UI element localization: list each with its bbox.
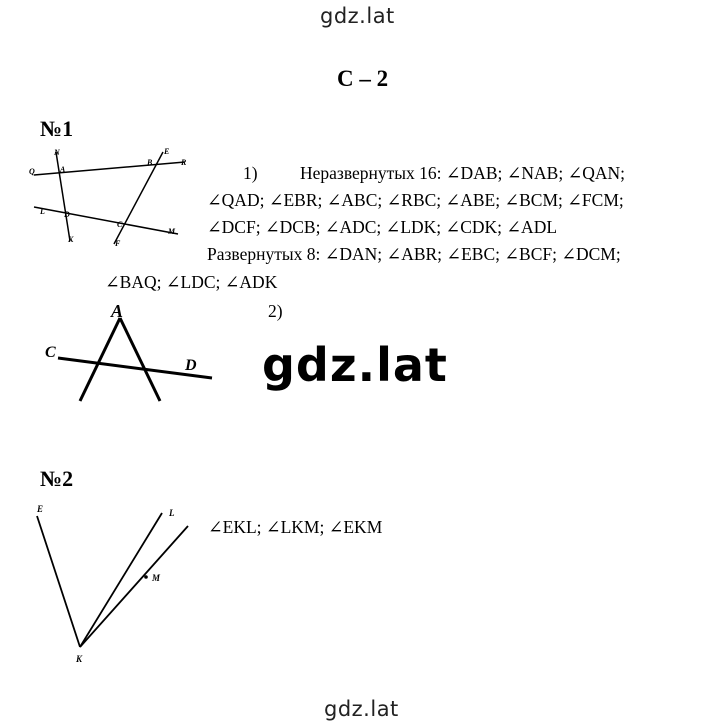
figure1-label-L: L: [40, 207, 45, 216]
figure1-label-E: E: [164, 147, 170, 156]
figure1-label-R: R: [181, 158, 187, 167]
task1-part2-number: 2): [268, 301, 283, 321]
figure1-label-F: F: [115, 239, 121, 248]
figure3-label-E: E: [37, 504, 44, 514]
task1-line3: ∠DCF; ∠DCB; ∠ADC; ∠LDK; ∠CDK; ∠ADL: [207, 217, 558, 237]
figure1-label-B: B: [147, 158, 153, 167]
task2-answer: ∠EKL; ∠LKM; ∠EKM: [208, 517, 383, 537]
figure3-label-K: K: [76, 654, 83, 664]
watermark-bottom: gdz.lat: [324, 697, 399, 721]
task1-heading: №1: [40, 116, 74, 141]
task1-line2: ∠QAD; ∠EBR; ∠ABC; ∠RBC; ∠ABE; ∠BCM; ∠FCM;: [207, 190, 624, 210]
figure2-label-C: C: [45, 344, 56, 361]
figure1-label-C: C: [117, 220, 123, 229]
figure1-label-D: D: [64, 210, 70, 219]
figure-task1-part2: [40, 298, 220, 408]
task1-line4: Развернутых 8: ∠DAN; ∠ABR; ∠EBC; ∠BCF; ∠DCM;: [207, 244, 621, 264]
figure2-label-A: A: [111, 301, 124, 321]
task1-line5: ∠BAQ; ∠LDC; ∠ADK: [105, 272, 278, 292]
task1-part1-number: 1): [243, 163, 258, 183]
watermark-top: gdz.lat: [320, 4, 395, 28]
figure3-label-M: M: [152, 573, 161, 583]
figure-task1-lines: [28, 140, 188, 252]
page-title: С – 2: [337, 66, 389, 91]
figure1-label-A: A: [60, 165, 66, 174]
task2-heading: №2: [40, 466, 74, 491]
figure1-label-Q: Q: [29, 167, 35, 176]
task1-line1: Неразвернутых 16: ∠DAB; ∠NAB; ∠QAN;: [300, 163, 626, 183]
figure1-label-M: M: [168, 227, 176, 236]
watermark-center: gdz.lat: [262, 338, 448, 392]
figure-task2-rays: [28, 500, 203, 670]
figure3-label-L: L: [169, 508, 175, 518]
figure2-label-D: D: [185, 357, 197, 374]
figure1-label-N: N: [54, 148, 60, 157]
figure1-label-K: K: [68, 235, 74, 244]
